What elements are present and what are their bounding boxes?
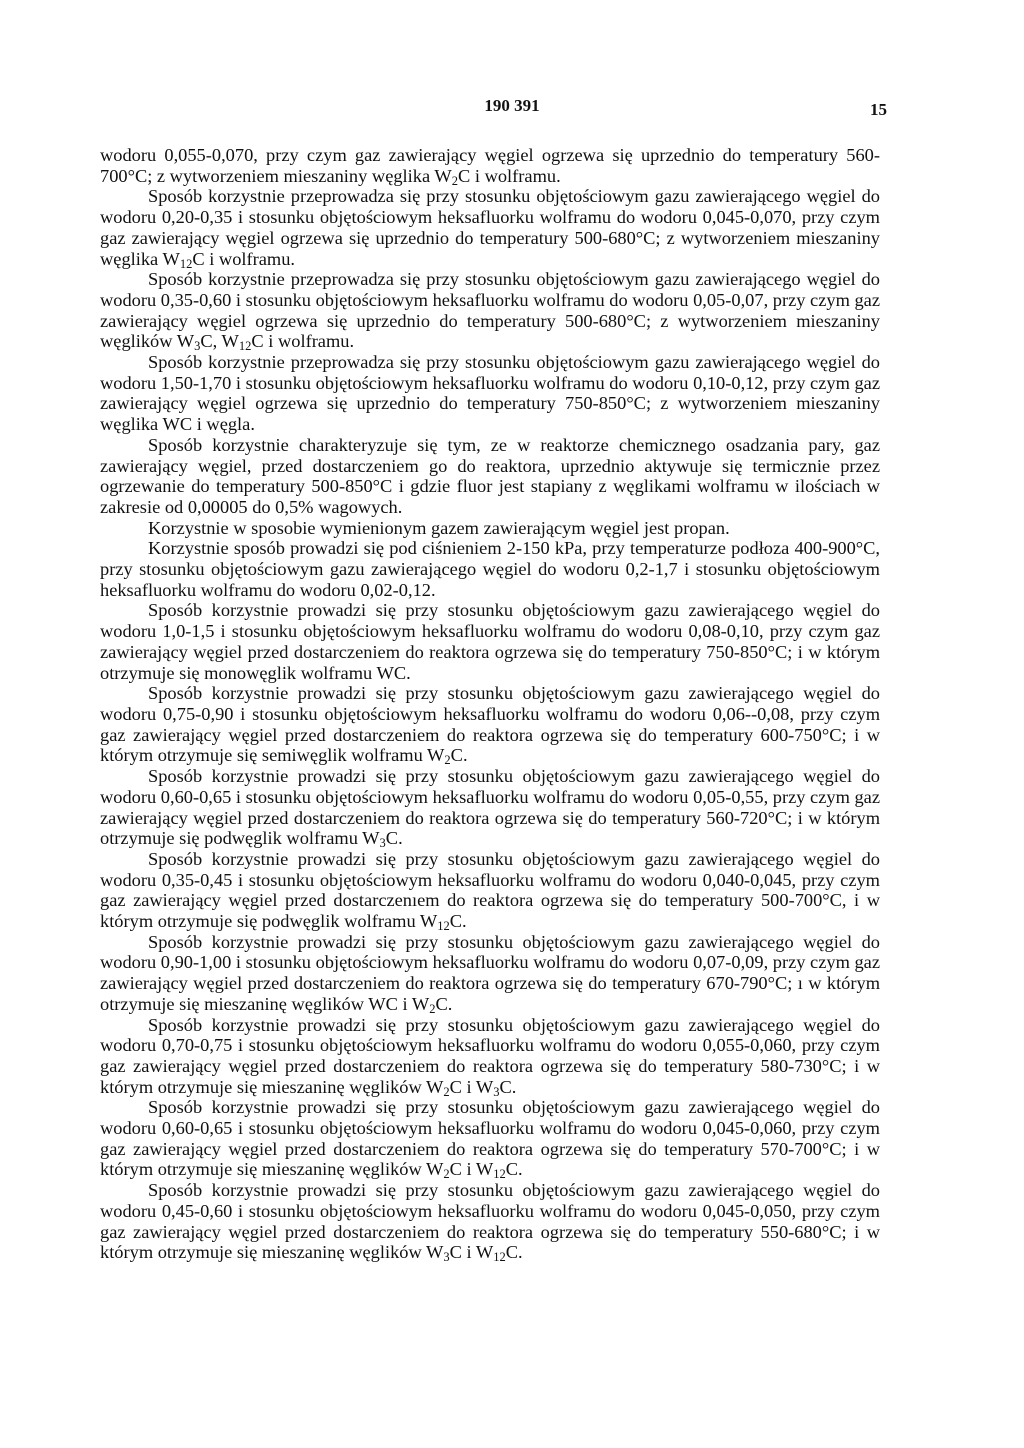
text-segment: C.: [499, 1076, 517, 1097]
subscript: 2: [443, 1167, 450, 1182]
text-segment: Sposób korzystnie przeprowadza się przy stosunku objętościowym gazu zawierającego węgiel do wodoru 0,35-0,60 i stosunku objętościowym heksafluorku wolframu do wodoru 0,05-0,07, przy czym gaz zawierający węgiel ogrzewa się uprzednio do temperatury 500-680°C; z wytworzeniem mieszaniny węglików W: [100, 269, 880, 352]
text-segment: C.: [450, 745, 468, 766]
subscript: 2: [443, 1084, 450, 1099]
text-segment: C i W: [449, 1159, 494, 1180]
subscript: 3: [493, 1084, 500, 1099]
text-segment: C.: [505, 1159, 523, 1180]
text-segment: C i W: [449, 1076, 494, 1097]
paragraph: [100, 766, 880, 849]
page-number: 15: [870, 100, 887, 119]
text-segment: Sposób korzystnie prowadzi się przy stosunku objętościowym gazu zawierającego węgiel do wodoru 0,60-0,65 i stosunku objętościowym heksafluorku wolframu do wodoru 0,05-0,55, przy czym gaz zawierający węgiel przed dostarczeniem do reaktora ogrzewa się do temperatury 560-720°C; i w którym otrzymuje się podwęglik wolframu W: [100, 766, 880, 849]
subscript: 12: [437, 918, 450, 933]
text-segment: Sposób korzystnie prowadzi się przy stosunku objętościowym gazu zawierającego węgiel do wodoru 0,45-0,60 i stosunku objętościowym heksafluorku wolframu do wodoru 0,045-0,050, przy czym gaz zawierający węgiel przed dostarczeniem do reaktora ogrzewa się do temperatury 550-680°C; i w którym otrzymuje się mieszaninę węglików W: [100, 1180, 880, 1263]
paragraph: [100, 683, 880, 766]
text-segment: C.: [505, 1242, 523, 1263]
text-segment: C.: [449, 911, 467, 932]
text-segment: C i W: [449, 1242, 494, 1263]
paragraph: [100, 1015, 880, 1098]
paragraph: [100, 518, 880, 539]
text-segment: Sposób korzystnie prowadzi się przy stosunku objętościowym gazu zawierającego węgiel do wodoru 0,60-0,65 i stosunku objętościowym heksafluorku wolframu do wodoru 0,045-0,060, przy czym gaz zawierający węgiel przed dostarczeniem do reaktora ogrzewa się do temperatury 570-700°C; i w którym otrzymuje się mieszaninę węglików W: [100, 1097, 880, 1180]
paragraph: [100, 1097, 880, 1180]
text-segment: C, W: [200, 331, 239, 352]
paragraph: [100, 352, 880, 435]
subscript: 12: [493, 1250, 506, 1265]
paragraph: [100, 932, 880, 1015]
text-segment: Sposób korzystnie prowadzi się przy stosunku objętościowym gazu zawierającego węgiel do wodoru 0,75-0,90 i stosunku objętościowym heksafluorku wolframu do wodoru 0,06--0,08, przy czym gaz zawierający węgiel przed dostarczeniem do reaktora ogrzewa się do temperatury 600-750°C; i w którym otrzymuje się semiwęglik wolframu W: [100, 683, 880, 766]
text-segment: Sposób korzystnie charakteryzuje się tym, ze w reaktorze chemicznego osadzania pary, gaz zawierający węgiel, przed dostarczeniem go do reaktora, uprzednio aktywuje się termicznie przez ogrzewanie do temperatury 500-850°C i gdzie fluor jest stapiany z węglikami wolframu w ilościach w zakresie od 0,00005 do 0,5% wagowych.: [100, 434, 880, 517]
paragraph: [100, 600, 880, 683]
text-segment: Sposób korzystnie przeprowadza się przy stosunku objętościowym gazu zawierającego węgiel do wodoru 1,50-1,70 i stosunku objętościowym heksafluorku wolframu do wodoru 0,10-0,12, przy czym gaz zawierający węgiel ogrzewa się uprzednio do temperatury 750-850°C; z wytworzeniem mieszaniny węglika WC i węgla.: [100, 352, 880, 435]
subscript: 12: [493, 1167, 506, 1182]
paragraph: [100, 145, 880, 186]
subscript: 3: [379, 835, 386, 850]
text-segment: C i wolframu.: [458, 165, 561, 186]
subscript: 3: [194, 339, 201, 354]
subscript: 12: [238, 339, 252, 354]
text-segment: Korzystnie w sposobie wymienionym gazem zawierającym węgiel jest propan.: [148, 517, 730, 538]
text-segment: Sposób korzystnie prowadzi się przy stosunku objętościowym gazu zawierającego węgiel do wodoru 0,35-0,45 i stosunku objętościowym heksafluorku wolframu do wodoru 0,040-0,045, przy czym gaz zawierający węgiel przed dostarczenıem do reaktora ogrzewa się do temperatury 500-700°C, i w którym otrzymuje się podwęglik wolframu W: [100, 848, 880, 932]
paragraph: [100, 538, 880, 600]
text-segment: wodoru 0,055-0,070, przy czym gaz zawierający węgiel ogrzewa się uprzednio do temperatury 560-700°C; z wytworzeniem mieszaniny węglika W: [100, 145, 880, 186]
text-segment: Sposób korzystnie przeprowadza się przy stosunku objętościowym gazu zawierającego węgiel do wodoru 0,20-0,35 i stosunku objętościowym heksafluorku wolframu do wodoru 0,045-0,070, przy czym gaz zawierający węgiel ogrzewa się uprzednio do temperatury 500-680°C; z wytworzeniem mieszaniny węglika W: [100, 186, 880, 269]
text-segment: C i wolframu.: [192, 248, 296, 269]
text-segment: C i wolframu.: [251, 331, 355, 352]
text-segment: Sposób korzystnie prowadzi się przy stosunku objętościowym gazu zawierającego węgiel do wodoru 0,90-1,00 i stosunku objętościowym heksafluorku wolframu do wodoru 0,07-0,09, przy czym gaz zawierający węgiel przed dostarczeniem do reaktora ogrzewa się do temperatury 670-790°C; ı w którym otrzymuje się mieszaninę węglików WC i W: [100, 931, 880, 1014]
text-segment: Sposób korzystnie prowadzi się przy stosunku objętościowym gazu zawierającego węgiel do wodoru 0,70-0,75 i stosunku objętościowym heksafluorku wolframu do wodoru 0,055-0,060, przy czym gaz zawierający węgiel przed dostarczeniem do reaktora ogrzewa się do temperatury 580-730°C; i w którym otrzymuje się mieszaninę węglików W: [100, 1014, 880, 1097]
paragraph: [100, 435, 880, 518]
document-number: 190 391: [484, 96, 540, 115]
paragraph: [100, 849, 880, 932]
text-segment: Sposób korzystnie prowadzi się przy stosunku objętościowym gazu zawierającego węgiel do wodoru 1,0-1,5 i stosunku objętościowym heksafluorku wolframu do wodoru 0,08-0,10, przy czym gaz zawierający węgiel przed dostarczeniem do reaktora ogrzewa się do temperatury 750-850°C; i w którym otrzymuje się monowęglik wolframu WC.: [100, 600, 880, 683]
subscript: 2: [451, 173, 458, 188]
subscript: 3: [443, 1250, 450, 1265]
subscript: 12: [179, 256, 193, 271]
text-segment: Korzystnie sposób prowadzi się pod ciśnieniem 2-150 kPa, przy temperaturze podłoza 400-900°C, przy stosunku objętościowym gazu zawierającego węgiel do wodoru 0,2-1,7 i stosunku objętościowym heksafluorku wolframu do wodoru 0,02-0,12.: [100, 538, 880, 600]
body-text: [100, 145, 880, 1263]
text-segment: C.: [385, 828, 403, 849]
subscript: 2: [444, 753, 451, 768]
subscript: 2: [429, 1001, 436, 1016]
paragraph: [100, 186, 880, 269]
paragraph: [100, 1180, 880, 1263]
text-segment: C.: [435, 993, 453, 1014]
paragraph: [100, 269, 880, 352]
